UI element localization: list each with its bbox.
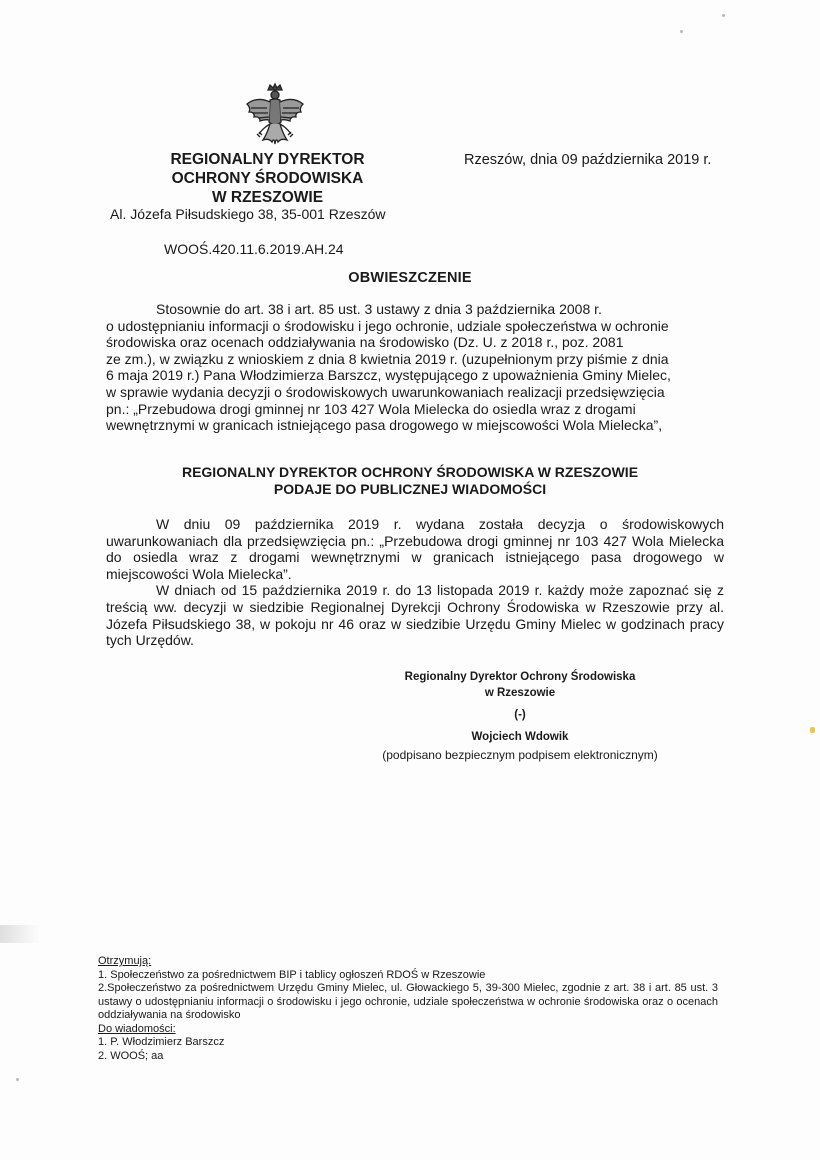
scan-speck bbox=[810, 727, 815, 733]
signature-block bbox=[370, 669, 670, 763]
cc-label: Do wiadomości: bbox=[98, 1022, 176, 1035]
intro-line: Stosownie do art. 38 i art. 85 ust. 3 ustawy z dnia 3 października 2008 r. bbox=[156, 301, 602, 317]
decision-paragraph: W dniu 09 października 2019 r. wydana została decyzja o środowiskowych uwarunkowaniach dla przedsięwzięcia pn.: „Przebudowa drogi gminnej nr 103 427 Wola Mielecka do osiedla wraz z drogami wewnętrznymi w granicach istniejącego pasa drogowego w miejscowości Wola Mielecka”. bbox=[106, 516, 724, 582]
reference-number: WOOŚ.420.11.6.2019.AH.24 bbox=[164, 241, 344, 257]
issuer-line-3: W RZESZOWIE bbox=[211, 189, 324, 206]
recipient-item: 1. Społeczeństwo za pośrednictwem BIP i tablicy ogłoszeń RDOŚ w Rzeszowie bbox=[98, 968, 486, 981]
issuer-line-1: REGIONALNY DYREKTOR bbox=[170, 151, 365, 168]
issuer-line-2: OCHRONY ŚRODOWISKA bbox=[171, 170, 364, 187]
body-text bbox=[106, 516, 724, 649]
announcement-heading-line-1: REGIONALNY DYREKTOR OCHRONY ŚRODOWISKA W RZESZOWIE bbox=[181, 464, 639, 480]
document-date: Rzeszów, dnia 09 października 2019 r. bbox=[464, 152, 712, 168]
intro-paragraph bbox=[106, 301, 724, 434]
signatory-name: Wojciech Wdowik bbox=[471, 731, 569, 743]
announcement-heading bbox=[0, 464, 820, 498]
signature-mark: (-) bbox=[514, 709, 526, 721]
intro-line: ze zm.), w związku z wnioskiem z dnia 8 kwietnia 2019 r. (uzupełnionym przy piśmie z dnia bbox=[106, 350, 669, 367]
announcement-heading-line-2: PODAJE DO PUBLICZNEJ WIADOMOŚCI bbox=[273, 481, 547, 497]
scan-speck bbox=[722, 14, 725, 17]
scan-speck bbox=[16, 1078, 19, 1081]
issuer-address: Al. Józefa Piłsudskiego 38, 35-001 Rzeszów bbox=[110, 206, 386, 222]
cc-item: 1. P. Włodzimierz Barszcz bbox=[98, 1036, 225, 1048]
polish-eagle-emblem-icon bbox=[243, 82, 307, 152]
scan-speck bbox=[680, 30, 683, 33]
inspection-paragraph: W dniach od 15 października 2019 r. do 13 listopada 2019 r. każdy może zapoznać się z treścią ww. decyzji w siedzibie Regionalnej Dyrekcji Ochrony Środowiska w Rzeszowie przy al. Józefa Piłsudskiego 38, w pokoju nr 46 oraz w siedzibie Urzędu Gminy Mielec w godzinach pracy tych Urzędów. bbox=[106, 582, 724, 649]
cc-item: 2. WOOŚ; aa bbox=[98, 1049, 164, 1062]
signatory-title-line-2: w Rzeszowie bbox=[484, 687, 556, 699]
intro-line: 6 maja 2019 r.) Pana Włodzimierza Barszcz, występującego z upoważnienia Gminy Mielec, bbox=[106, 367, 671, 384]
intro-line: wewnętrznymi w granicach istniejącego pasa drogowego w miejscowości Wola Mielecka”, bbox=[106, 417, 663, 434]
signature-note: (podpisano bezpiecznym podpisem elektronicznym) bbox=[382, 748, 658, 762]
issuer-block bbox=[150, 150, 385, 207]
scan-artifact bbox=[0, 925, 40, 943]
intro-line: środowiska oraz ocenach oddziaływania na środowisko (Dz. U. z 2018 r., poz. 2081 bbox=[106, 334, 624, 351]
recipient-item: 2.Społeczeństwo za pośrednictwem Urzędu Gminy Mielec, ul. Głowackiego 5, 39-300 Mielec, zgodnie z art. 38 i art. 85 ust. 3 ustawy o udostępnianiu informacji o środowisku i jego ochronie, udziale społeczeństwa w ochronie środowiska oraz o ocenach oddziaływania na środowisko bbox=[98, 982, 718, 1021]
document-title: OBWIESZCZENIE bbox=[348, 270, 472, 286]
intro-line: o udostępnianiu informacji o środowisku i jego ochronie, udziale społeczeństwa w ochronie bbox=[106, 317, 669, 334]
recipients-label: Otrzymują: bbox=[98, 955, 152, 967]
signatory-title-line-1: Regionalny Dyrektor Ochrony Środowiska bbox=[404, 671, 636, 683]
intro-line: pn.: „Przebudowa drogi gminnej nr 103 427 Wola Mielecka do osiedla wraz z drogami bbox=[106, 400, 636, 417]
intro-line: w sprawie wydania decyzji o środowiskowych uwarunkowaniach realizacji przedsięwzięcia bbox=[106, 383, 665, 400]
distribution-list bbox=[98, 955, 718, 1063]
